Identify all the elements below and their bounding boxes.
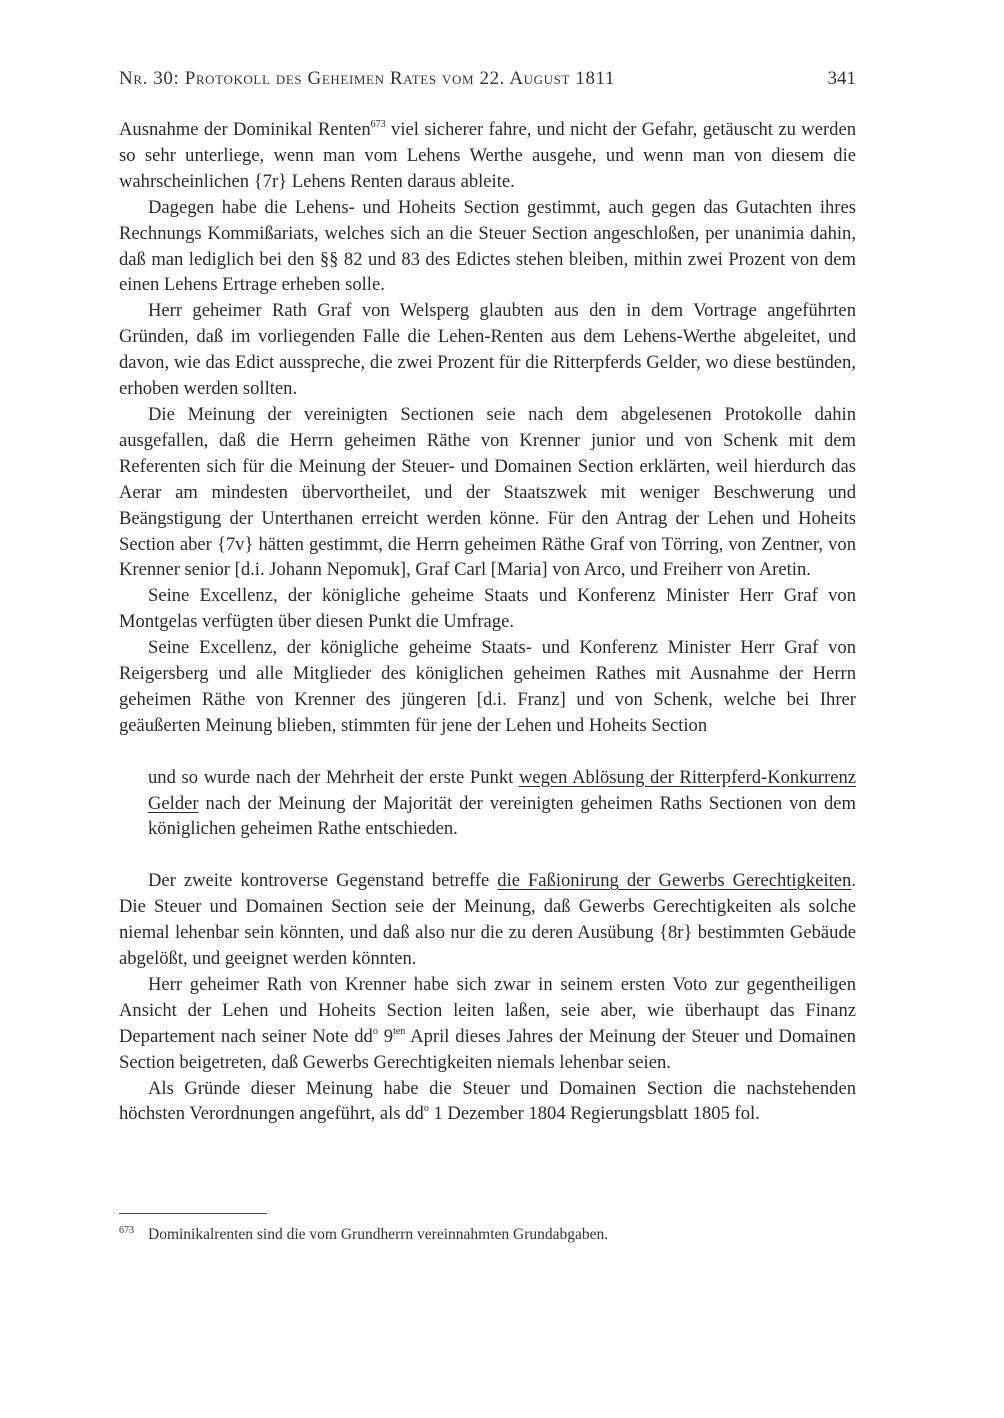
paragraph-10: Als Gründe dieser Meinung habe die Steuer und Domainen Section die nachstehenden höchsten Verordnungen angeführt, als $dd^o$ 1 Dezember 1804 Regierungsblatt 1805 fol. (119, 1077, 856, 1125)
footnote (119, 1224, 856, 1248)
body-text (119, 117, 856, 1127)
footnote-divider (119, 1213, 267, 1214)
underlined-subject: die Faßionirung der Gewerbs Gerechtigkeiten (497, 870, 852, 892)
paragraph-6: Seine Excellenz, der königliche geheime Staats- und Konferenz Minister Herr Graf von Reigersberg und alle Mitglieder des königlichen geheimen Rathes mit Ausnahme der Herrn geheimen Räthe von Krenner des jüngeren [d.i. Franz] und von Schenk, welche bei Ihrer geäußerten Meinung blieben, stimmten für jene der Lehen und Hoheits Section (119, 637, 856, 736)
paragraph-8: Der zweite kontroverse Gegenstand betreffe die Faßionirung der Gewerbs Gerechtigkeiten. Die Steuer und Domainen Section seie der Meinung, daß Gewerbs Gerechtigkeiten als solche niemal lehenbar sein könnten, und daß also nur die zu deren Ausübung {8r} bestimmten Gebäude abgelößt, und geeignet werden könnten. (119, 870, 856, 969)
page-number: 341 (827, 68, 856, 89)
paragraph-2: Dagegen habe die Lehens- und Hoheits Section gestimmt, auch gegen das Gutachten ihres Rechnungs Kommißariats, welches sich an die Steuer Section angeschloßen, per unanimia dahin, daß man lediglich bei den §§ 82 und 83 des Edictes stehen bleiben, mithin zwei Prozent von dem einen Lehens Ertrage erheben solle. (119, 196, 856, 296)
running-title: Nr. 30: Protokoll des Geheimen Rates vom 22. August 1811 (119, 68, 616, 89)
paragraph-9: Herr geheimer Rath von Krenner habe sich zwar in seinem ersten Voto zur gegentheiligen Ansicht der Lehen und Hoheits Section leiten laßen, seie aber, wie überhaupt das Finanz Departement nach seiner Note $dd^o$ $9^{ten}$ April dieses Jahres der Meinung der Steuer und Domainen Section beigetreten, daß Gewerbs Gerechtigkeiten niemals lehenbar seien. (119, 973, 856, 1073)
running-head (119, 64, 856, 94)
underlined-subject: wegen Ablösung der Ritterpferd-Konkurrenz Gelder (148, 766, 856, 814)
footnote-mark: 673 (119, 1225, 134, 1236)
footnote-reference[interactable]: 673 (370, 119, 386, 130)
decision-block: und so wurde nach der Mehrheit der erste Punkt wegen Ablösung der Ritterpferd-Konkurrenz Gelder nach der Meinung der Majorität der vereinigten geheimen Raths Sectionen von dem königlichen geheimen Rathe entschieden. (148, 766, 856, 840)
paragraph-3: Herr geheimer Rath Graf von Welsperg glaubten aus den in dem Vortrage angeführten Gründen, daß im vorliegenden Falle die Lehen-Renten aus dem Lehens-Werthe abgeleitet, und davon, wie das Edict ausspreche, die zwei Prozent für die Ritterpferds Gelder, wo diese bestünden, erhoben werden sollten. (119, 300, 856, 400)
paragraph-4: Die Meinung der vereinigten Sectionen seie nach dem abgelesenen Protokolle dahin ausgefallen, daß die Herrn geheimen Räthe von Krenner junior und von Schenk mit dem Referenten sich für die Meinung der Steuer- und Domainen Section erklärten, weil hierdurch das Aerar am mindesten übervortheilet, und der Staatszwek mit weniger Beschwerung und Beängstigung der Unterthanen erreicht werden könne. Für den Antrag der Lehen und Hoheits Section aber {7v} hätten gestimmt, die Herrn geheimen Räthe Graf von Törring, von Zentner, von Krenner senior [d.i. Johann Nepomuk], Graf Carl [Maria] von Arco, und Freiherr von Aretin. (119, 403, 856, 581)
paragraph-5: Seine Excellenz, der königliche geheime Staats und Konferenz Minister Herr Graf von Montgelas verfügten über diesen Punkt die Umfrage. (119, 585, 856, 633)
footnote-text: Dominikalrenten sind die vom Grundherrn vereinnahmten Grundabgaben. (148, 1226, 609, 1243)
paragraph-1: Ausnahme der Dominikal Renten$^{673}$ viel sicherer fahre, und nicht der Gefahr, getäuscht zu werden so sehr unterliege, wenn man vom Lehens Werthe ausgehe, und wenn man von diesem die wahrscheinlichen {7r} Lehens Renten daraus ableite. (119, 119, 856, 192)
